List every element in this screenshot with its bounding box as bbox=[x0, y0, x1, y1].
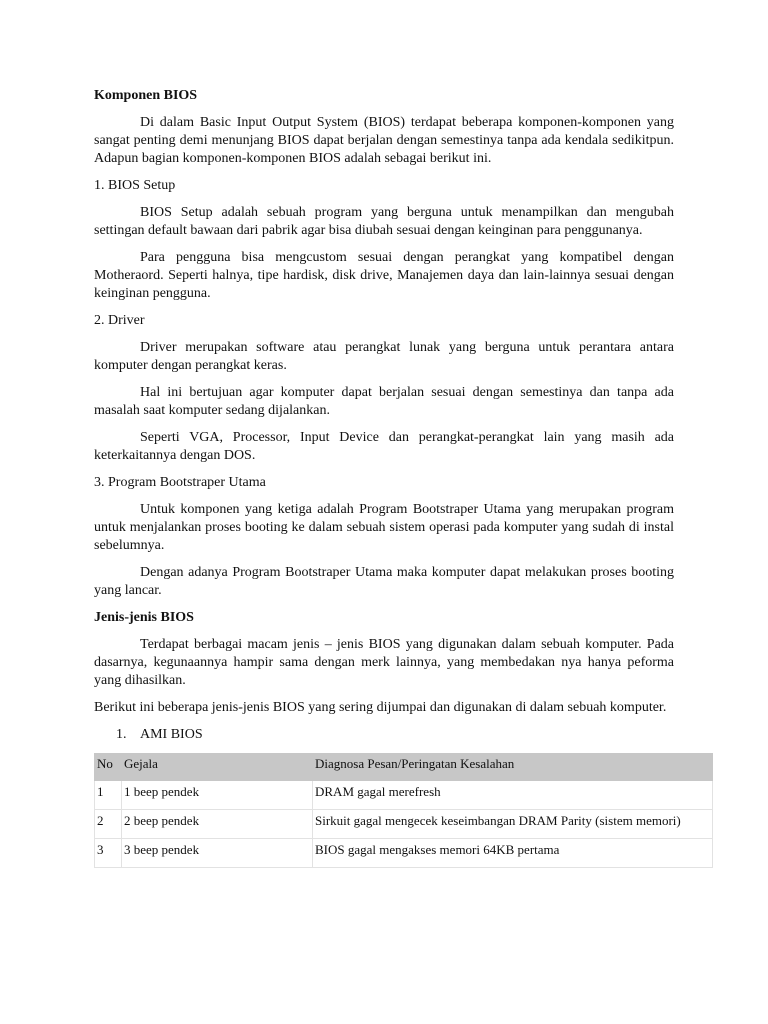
cell-gejala: 1 beep pendek bbox=[122, 781, 313, 810]
table-row bbox=[95, 781, 713, 810]
cell-no: 1 bbox=[95, 781, 122, 810]
column-header-gejala: Gejala bbox=[122, 754, 313, 781]
list-item-ami-bios bbox=[94, 726, 674, 744]
paragraph: BIOS Setup adalah sebuah program yang berguna untuk menampilkan dan mengubah settingan default bawaan dari pabrik agar bisa diubah sesuai dengan keinginan para penggunanya. bbox=[94, 205, 674, 238]
table-header-row bbox=[95, 754, 713, 781]
cell-diagnosa: Sirkuit gagal mengecek keseimbangan DRAM Parity (sistem memori) bbox=[313, 810, 713, 839]
cell-gejala: 3 beep pendek bbox=[122, 839, 313, 868]
cell-diagnosa: BIOS gagal mengakses memori 64KB pertama bbox=[313, 839, 713, 868]
paragraph: Untuk komponen yang ketiga adalah Program Bootstraper Utama yang merupakan program untuk menjalankan proses booting ke dalam sebuah sistem operasi pada komputer yang sudah di instal sebelumnya. bbox=[94, 502, 674, 553]
subheading-bios-setup: 1. BIOS Setup bbox=[94, 178, 176, 193]
paragraph: Driver merupakan software atau perangkat lunak yang berguna untuk perantara antara komputer dengan perangkat keras. bbox=[94, 340, 674, 373]
paragraph: Seperti VGA, Processor, Input Device dan perangkat-perangkat lain yang masih ada keterkaitannya dengan DOS. bbox=[94, 430, 674, 463]
paragraph: Berikut ini beberapa jenis-jenis BIOS yang sering dijumpai dan digunakan di dalam sebuah komputer. bbox=[94, 700, 667, 715]
section-title-komponen: Komponen BIOS bbox=[94, 88, 198, 103]
cell-no: 3 bbox=[95, 839, 122, 868]
cell-diagnosa: DRAM gagal merefresh bbox=[313, 781, 713, 810]
paragraph: Terdapat berbagai macam jenis – jenis BIOS yang digunakan dalam sebuah komputer. Pada dasarnya, kegunaannya hampir sama dengan merk lainnya, yang membedakan nya hanya peforma yang dihasilkan. bbox=[94, 637, 674, 688]
paragraph: Dengan adanya Program Bootstraper Utama maka komputer dapat melakukan proses booting yang lancar. bbox=[94, 565, 674, 598]
cell-gejala: 2 beep pendek bbox=[122, 810, 313, 839]
table-row bbox=[95, 839, 713, 868]
column-header-no: No bbox=[95, 754, 122, 781]
list-label: AMI BIOS bbox=[140, 727, 203, 742]
subheading-driver: 2. Driver bbox=[94, 313, 145, 328]
table-row bbox=[95, 810, 713, 839]
beep-code-table bbox=[94, 753, 713, 868]
column-header-diagnosa: Diagnosa Pesan/Peringatan Kesalahan bbox=[313, 754, 713, 781]
list-number: 1. bbox=[116, 727, 127, 742]
section-title-jenis: Jenis-jenis BIOS bbox=[94, 610, 194, 625]
paragraph: Hal ini bertujuan agar komputer dapat berjalan sesuai dengan semestinya dan tanpa ada masalah saat komputer sedang dijalankan. bbox=[94, 385, 674, 418]
cell-no: 2 bbox=[95, 810, 122, 839]
subheading-bootstraper: 3. Program Bootstraper Utama bbox=[94, 475, 266, 490]
document-body bbox=[94, 87, 674, 744]
paragraph: Para pengguna bisa mengcustom sesuai dengan perangkat yang kompatibel dengan Motheraord. Seperti halnya, tipe hardisk, disk drive, Manajemen daya dan lain-lainnya sesuai dengan keinginan pengguna. bbox=[94, 250, 674, 301]
intro-paragraph: Di dalam Basic Input Output System (BIOS) terdapat beberapa komponen-komponen yang sangat penting demi menunjang BIOS dapat berjalan dengan semestinya tanpa ada kendala sedikitpun. Adapun bagian komponen-komponen BIOS adalah sebagai berikut ini. bbox=[94, 115, 674, 166]
